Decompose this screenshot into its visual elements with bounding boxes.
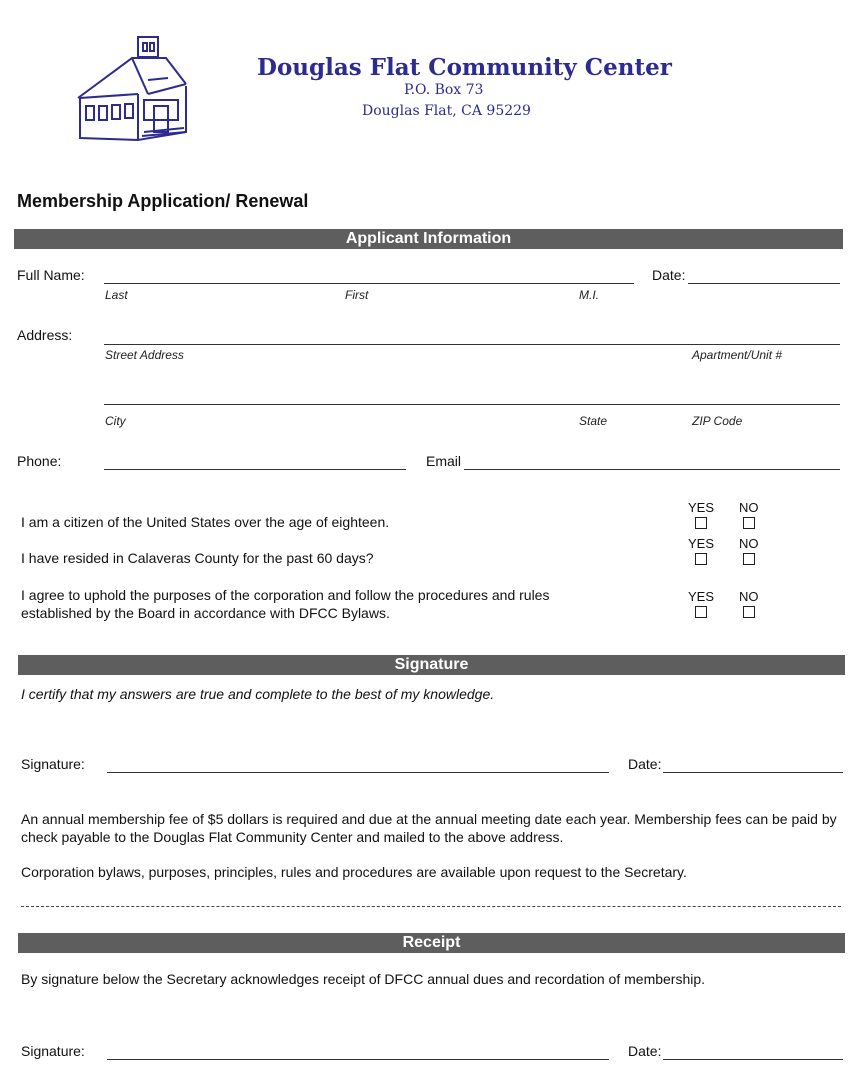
yes-checkbox[interactable] [695,517,707,529]
date-label: Date: [652,267,686,283]
yes-label: YES [688,536,715,551]
phone-label: Phone: [17,453,62,469]
po-box: P.O. Box 73 [404,82,484,98]
cut-line-divider [21,906,841,907]
question-text: I have resided in Calaveras County for the past 60 days? [21,550,374,566]
signature-label: Signature: [21,756,85,772]
form-title: Membership Application/ Renewal [17,191,309,211]
section-header-receipt: Receipt [18,933,845,953]
bylaws-paragraph: Corporation bylaws, purposes, principles, rules and procedures are available upon request to the Secretary. [21,864,687,880]
last-name-hint: Last [105,288,128,302]
yes-label: YES [688,589,715,604]
fee-paragraph: An annual membership fee of $5 dollars is required and due at the annual meeting date each year. Membership fees can be paid by check payable to the Douglas Flat Community Center and mailed to the above address. [21,811,837,845]
signature-field[interactable] [107,772,609,773]
receipt-signature-label: Signature: [21,1043,85,1059]
city-line: Douglas Flat, CA 95229 [362,103,531,119]
org-name: Douglas Flat Community Center [257,54,672,81]
no-label: NO [739,536,759,551]
section-header-signature: Signature [18,655,845,675]
yes-label: YES [688,500,715,515]
phone-field[interactable] [104,469,406,470]
email-label: Email [426,453,462,469]
city-hint: City [105,414,126,428]
no-checkbox[interactable] [743,553,755,565]
no-label: NO [739,589,759,604]
no-label: NO [739,500,759,515]
receipt-signature-field[interactable] [107,1059,609,1060]
no-checkbox[interactable] [743,606,755,618]
question-text: I agree to uphold the purposes of the corporation and follow the procedures and rules established by the Board in accordance with DFCC Bylaws. [21,587,550,621]
signature-date-label: Date: [628,756,662,772]
date-field[interactable] [688,283,840,284]
question-text: I am a citizen of the United States over the age of eighteen. [21,514,390,530]
city-state-zip-field[interactable] [104,404,840,405]
apartment-hint: Apartment/Unit # [692,348,783,362]
schoolhouse-icon [74,34,190,146]
street-address-hint: Street Address [105,348,184,362]
email-field[interactable] [464,469,840,470]
full-name-label: Full Name: [17,267,85,283]
state-hint: State [579,414,608,428]
yes-checkbox[interactable] [695,553,707,565]
certify-text: I certify that my answers are true and complete to the best of my knowledge. [21,686,495,702]
street-address-field[interactable] [104,344,840,345]
section-header-applicant: Applicant Information [14,229,843,249]
signature-date-field[interactable] [663,772,843,773]
zip-hint: ZIP Code [692,414,743,428]
first-name-hint: First [345,288,369,302]
receipt-date-label: Date: [628,1043,662,1059]
receipt-ack-text: By signature below the Secretary acknowledges receipt of DFCC annual dues and recordation of membership. [21,971,706,987]
yes-checkbox[interactable] [695,606,707,618]
receipt-date-field[interactable] [663,1059,843,1060]
full-name-field[interactable] [104,283,634,284]
no-checkbox[interactable] [743,517,755,529]
mi-hint: M.I. [579,288,599,302]
address-label: Address: [17,327,73,343]
